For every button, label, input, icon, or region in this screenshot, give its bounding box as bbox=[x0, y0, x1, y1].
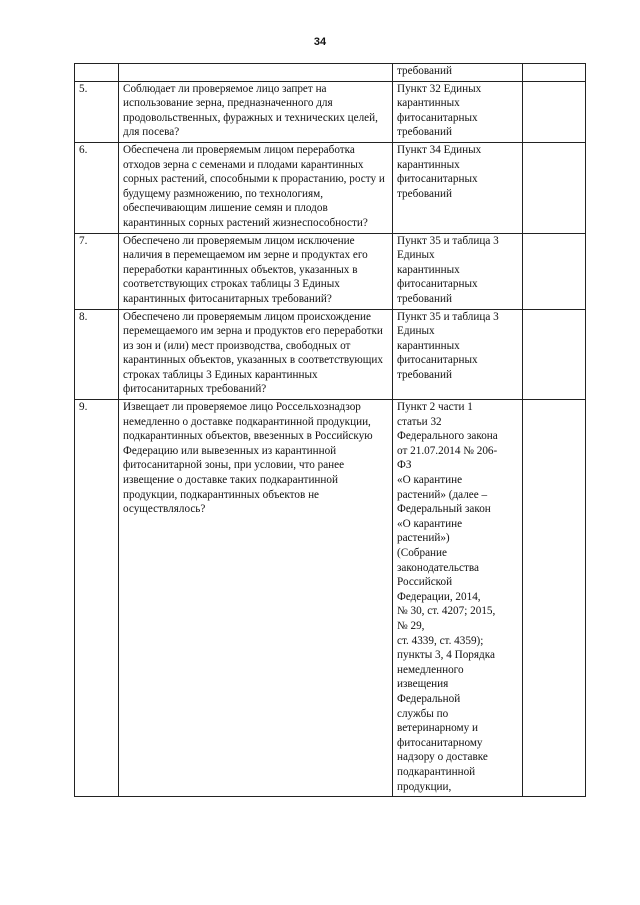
row-number-cell bbox=[75, 64, 119, 82]
question-cell: Обеспечена ли проверяемым лицом переработка отходов зерна с семенами и плодами карантинных сорных растений, способными к прорастанию, росту и будущему размножению, по технологиям, обеспечивающим лишение семян и плодов карантинных сорных растений жизнеспособности? bbox=[119, 142, 393, 233]
question-cell bbox=[119, 64, 393, 82]
question-cell: Обеспечено ли проверяемым лицом происхождение перемещаемого им зерна и продуктов его переработки из зон и (или) мест производства, свободных от карантинных объектов, указанных в соответствующих строках таблицы 3 Единых карантинных фитосанитарных требований? bbox=[119, 309, 393, 400]
note-cell bbox=[523, 142, 586, 233]
table-row bbox=[75, 64, 586, 82]
question-cell: Соблюдает ли проверяемое лицо запрет на использование зерна, предназначенного для продовольственных, фуражных и технических целей, для посева? bbox=[119, 81, 393, 142]
reference-cell: Пункт 34 Единых карантинных фитосанитарных требований bbox=[393, 142, 523, 233]
requirements-table bbox=[74, 63, 586, 797]
reference-cell: требований bbox=[393, 64, 523, 82]
reference-cell: Пункт 32 Единых карантинных фитосанитарных требований bbox=[393, 81, 523, 142]
row-number-cell: 9. bbox=[75, 400, 119, 797]
note-cell bbox=[523, 400, 586, 797]
row-number-cell: 5. bbox=[75, 81, 119, 142]
reference-cell: Пункт 2 части 1 статьи 32 Федерального закона от 21.07.2014 № 206- ФЗ «О карантине растений» (далее – Федеральный закон «О карантине растений») (Собрание законодательства Российской Федерации, 2014, № 30, ст. 4207; 2015, № 29, ст. 4339, ст. 4359); пункты 3, 4 Порядка немедленного извещения Федеральной службы по ветеринарному и фитосанитарному надзору о доставке подкарантинной продукции, bbox=[393, 400, 523, 797]
note-cell bbox=[523, 81, 586, 142]
question-cell: Обеспечено ли проверяемым лицом исключение наличия в перемещаемом им зерне и продуктах его переработки карантинных объектов, указанных в соответствующих строках таблицы 3 Единых карантинных фитосанитарных требований? bbox=[119, 233, 393, 309]
reference-cell: Пункт 35 и таблица 3 Единых карантинных фитосанитарных требований bbox=[393, 233, 523, 309]
question-cell: Извещает ли проверяемое лицо Россельхознадзор немедленно о доставке подкарантинной продукции, подкарантинных объектов, ввезенных в Российскую Федерацию или вывезенных из карантинной фитосанитарной зоны, при условии, что ранее извещение о доставке таких подкарантинной продукции, подкарантинных объектов не осуществлялось? bbox=[119, 400, 393, 797]
note-cell bbox=[523, 309, 586, 400]
row-number-cell: 7. bbox=[75, 233, 119, 309]
table-body bbox=[75, 64, 586, 797]
table-row bbox=[75, 233, 586, 309]
note-cell bbox=[523, 233, 586, 309]
table-row bbox=[75, 81, 586, 142]
page-number: 34 bbox=[313, 36, 327, 48]
table-row bbox=[75, 142, 586, 233]
row-number-cell: 8. bbox=[75, 309, 119, 400]
table-row bbox=[75, 309, 586, 400]
table-row bbox=[75, 400, 586, 797]
row-number-cell: 6. bbox=[75, 142, 119, 233]
reference-cell: Пункт 35 и таблица 3 Единых карантинных фитосанитарных требований bbox=[393, 309, 523, 400]
note-cell bbox=[523, 64, 586, 82]
